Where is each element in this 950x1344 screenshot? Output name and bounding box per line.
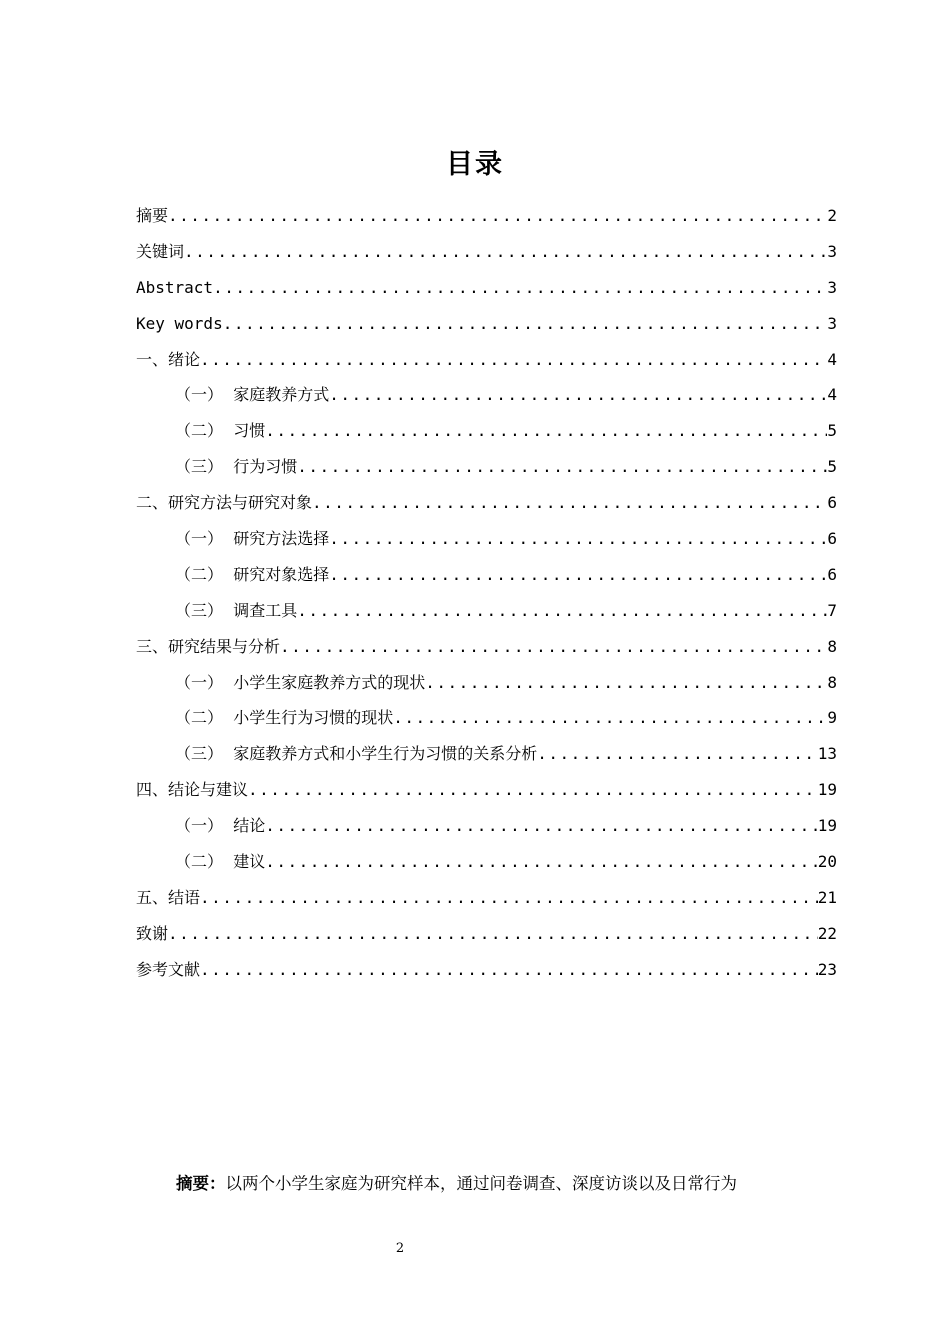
toc-entry-page: 4: [827, 349, 837, 369]
toc-entry[interactable]: [136, 593, 837, 629]
toc-entry-label: 结论与建议: [168, 780, 249, 800]
toc-entry-number: （三）: [175, 744, 234, 764]
toc-dot-leader: [200, 342, 827, 378]
toc-entry-number: （三）: [175, 600, 234, 620]
toc-entry[interactable]: [136, 449, 837, 485]
toc-entry[interactable]: [136, 306, 837, 342]
toc-entry-page: 2: [827, 206, 837, 225]
toc-entry[interactable]: [136, 234, 837, 270]
page-number: 2: [395, 1241, 405, 1256]
toc-entry[interactable]: [136, 736, 837, 772]
toc-entry[interactable]: [136, 198, 837, 234]
toc-entry-page: 3: [827, 313, 837, 333]
toc-dot-leader: [265, 844, 818, 880]
toc-dot-leader: [200, 880, 818, 916]
toc-entry-page: 6: [827, 564, 837, 584]
toc-entry-number: 四、: [136, 780, 169, 800]
toc-dot-leader: [280, 629, 827, 665]
toc-entry-label: 参考文献: [136, 959, 201, 979]
abstract-text: 以两个小学生家庭为研究样本，通过问卷调查、深度访谈以及日常行为: [225, 1174, 737, 1193]
toc-dot-leader: [329, 557, 827, 593]
toc-dot-leader: [168, 916, 818, 952]
toc-entry-label: 绪论: [168, 349, 201, 369]
toc-title: 目录: [446, 149, 504, 180]
toc-entry-label: Key words: [136, 313, 223, 333]
toc-entry-label: 行为习惯: [233, 457, 298, 477]
toc-dot-leader: [213, 270, 827, 306]
toc-entry-number: （二）: [175, 852, 234, 872]
toc-entry-number: （三）: [175, 457, 234, 477]
toc-entry-label: 研究结果与分析: [168, 636, 281, 656]
toc-entry-label: 研究对象选择: [233, 564, 330, 584]
toc-dot-leader: [329, 377, 827, 413]
toc-entry-page: 7: [827, 600, 837, 620]
toc-entry-page: 8: [827, 672, 837, 692]
toc-entry-number: （二）: [175, 708, 234, 728]
toc-entry-label: 小学生行为习惯的现状: [233, 708, 394, 728]
toc-entry[interactable]: [136, 377, 837, 413]
toc-entry[interactable]: [136, 880, 837, 916]
toc-entry-number: 三、: [136, 636, 169, 656]
toc-entry-page: 4: [827, 385, 837, 405]
toc-entry[interactable]: [136, 270, 837, 306]
toc-entry[interactable]: [136, 665, 837, 701]
toc-entry-label: Abstract: [136, 277, 214, 297]
toc-entry[interactable]: [136, 916, 837, 952]
toc-dot-leader: [223, 306, 828, 342]
toc-entry-page: 5: [827, 457, 837, 477]
toc-entry-page: 23: [817, 959, 837, 979]
toc-entry-page: 3: [827, 241, 837, 261]
toc-entry-label: 小学生家庭教养方式的现状: [233, 672, 426, 692]
toc-dot-leader: [329, 521, 827, 557]
toc-entry-page: 6: [827, 493, 837, 513]
toc-entry-label: 致谢: [136, 923, 169, 943]
toc-entry-page: 3: [827, 277, 837, 297]
toc-entry[interactable]: [136, 844, 837, 880]
toc-dot-leader: [168, 198, 827, 234]
abstract-first-line: [176, 1170, 737, 1194]
toc-entry-number: 五、: [136, 887, 169, 907]
toc-entry[interactable]: [136, 772, 837, 808]
toc-dot-leader: [312, 485, 827, 521]
toc-entry[interactable]: [136, 808, 837, 844]
toc-entry-label: 结语: [168, 887, 201, 907]
toc-dot-leader: [265, 808, 818, 844]
toc-dot-leader: [248, 772, 818, 808]
table-of-contents: [136, 198, 837, 988]
toc-dot-leader: [297, 449, 827, 485]
toc-entry-page: 21: [817, 887, 837, 907]
toc-entry-number: （一）: [175, 672, 234, 692]
toc-entry-page: 20: [817, 852, 837, 872]
toc-dot-leader: [200, 952, 818, 988]
toc-entry[interactable]: [136, 342, 837, 378]
toc-dot-leader: [537, 736, 818, 772]
toc-entry-page: 5: [827, 421, 837, 441]
toc-entry[interactable]: [136, 557, 837, 593]
toc-entry[interactable]: [136, 521, 837, 557]
toc-dot-leader: [425, 665, 827, 701]
toc-entry-page: 13: [817, 744, 837, 764]
toc-entry-label: 关键词: [136, 241, 185, 261]
toc-entry-page: 6: [827, 529, 837, 549]
toc-entry-number: （一）: [175, 816, 234, 836]
toc-entry-page: 22: [817, 923, 837, 943]
toc-entry-page: 19: [817, 816, 837, 836]
toc-entry-label: 摘要: [136, 206, 169, 225]
toc-dot-leader: [184, 234, 827, 270]
toc-entry[interactable]: [136, 485, 837, 521]
toc-entry[interactable]: [136, 700, 837, 736]
toc-entry-number: 二、: [136, 493, 169, 513]
toc-entry-label: 研究方法选择: [233, 529, 330, 549]
toc-entry-label: 结论: [233, 816, 266, 836]
toc-entry[interactable]: [136, 413, 837, 449]
toc-dot-leader: [297, 593, 827, 629]
toc-entry-number: （一）: [175, 385, 234, 405]
abstract-keyword: 摘要：: [176, 1174, 226, 1193]
toc-entry-label: 研究方法与研究对象: [168, 493, 313, 513]
toc-entry-label: 调查工具: [233, 600, 298, 620]
toc-entry-label: 建议: [233, 852, 266, 872]
toc-entry-label: 习惯: [233, 421, 266, 441]
toc-entry-number: 一、: [136, 349, 169, 369]
toc-entry-page: 8: [827, 636, 837, 656]
toc-entry-number: （二）: [175, 421, 234, 441]
toc-entry-page: 19: [817, 780, 837, 800]
toc-entry-label: 家庭教养方式: [233, 385, 330, 405]
toc-entry[interactable]: [136, 952, 837, 988]
toc-dot-leader: [265, 413, 827, 449]
toc-entry[interactable]: [136, 629, 837, 665]
toc-entry-page: 9: [827, 708, 837, 728]
toc-entry-number: （二）: [175, 564, 234, 584]
toc-entry-label: 家庭教养方式和小学生行为习惯的关系分析: [233, 744, 538, 764]
toc-entry-number: （一）: [175, 529, 234, 549]
toc-dot-leader: [393, 700, 827, 736]
